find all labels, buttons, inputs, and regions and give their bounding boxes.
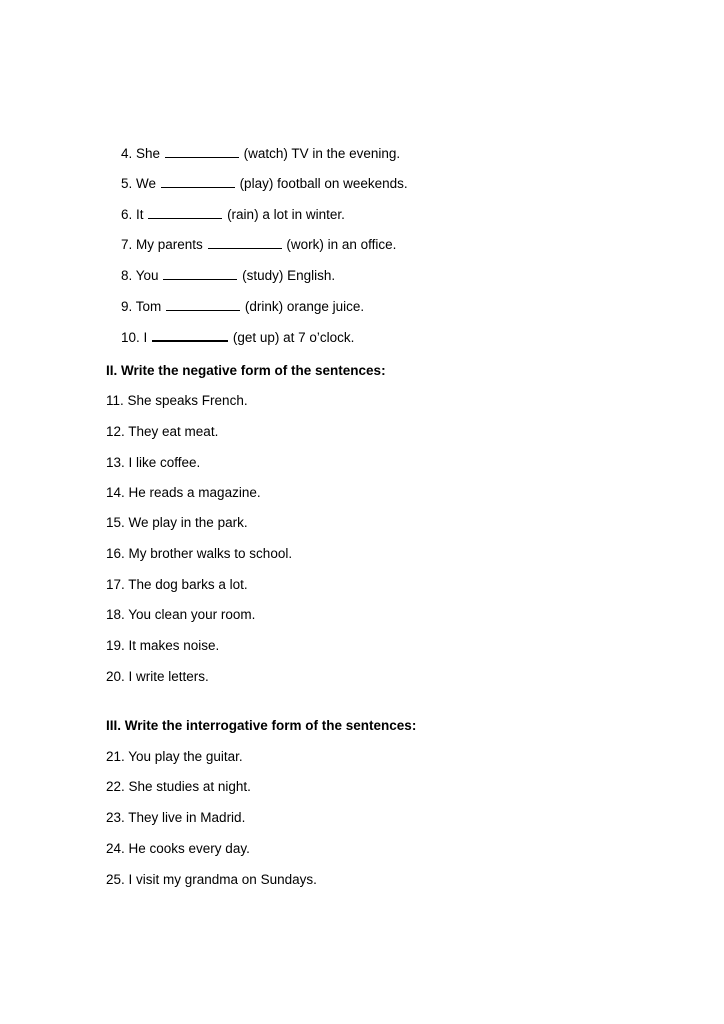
answer-blank[interactable] [161, 176, 235, 188]
item-prefix: 5. We [121, 176, 157, 191]
answer-blank[interactable] [166, 299, 240, 311]
item-hint: (watch) TV in the evening. [243, 146, 401, 161]
item-hint: (get up) at 7 o’clock. [232, 330, 355, 345]
item-hint: (study) English. [242, 268, 336, 283]
item-prefix: 8. You [121, 268, 159, 283]
answer-blank[interactable] [152, 329, 228, 342]
item-prefix: 6. It [121, 207, 144, 222]
sentence-item-13: 13. I like coffee. [106, 455, 201, 470]
sentence-item-25: 25. I visit my grandma on Sundays. [106, 872, 317, 887]
sentence-item-22: 22. She studies at night. [106, 779, 251, 794]
item-prefix: 10. I [121, 330, 148, 345]
answer-blank[interactable] [148, 207, 222, 219]
answer-blank[interactable] [208, 237, 282, 249]
sentence-item-16: 16. My brother walks to school. [106, 546, 293, 561]
sentence-item-18: 18. You clean your room. [106, 607, 256, 622]
sentence-item-12: 12. They eat meat. [106, 424, 219, 439]
sentence-item-23: 23. They live in Madrid. [106, 810, 246, 825]
item-prefix: 4. She [121, 146, 161, 161]
answer-blank[interactable] [163, 268, 237, 280]
answer-blank[interactable] [165, 146, 239, 158]
section-heading-interrogative: III. Write the interrogative form of the sentences: [106, 718, 417, 733]
sentence-item-11: 11. She speaks French. [106, 393, 248, 408]
item-prefix: 9. Tom [121, 299, 162, 314]
sentence-item-19: 19. It makes noise. [106, 638, 220, 653]
item-hint: (rain) a lot in winter. [227, 207, 345, 222]
sentence-item-24: 24. He cooks every day. [106, 841, 250, 856]
exercise-item-10 [106, 313, 354, 362]
item-hint: (drink) orange juice. [244, 299, 365, 314]
item-hint: (work) in an office. [286, 237, 397, 252]
sentence-item-21: 21. You play the guitar. [106, 749, 243, 764]
section-heading-negative: II. Write the negative form of the sentences: [106, 363, 386, 378]
item-prefix: 7. My parents [121, 237, 203, 252]
sentence-item-20: 20. I write letters. [106, 669, 209, 684]
item-hint: (play) football on weekends. [239, 176, 408, 191]
sentence-item-17: 17. The dog barks a lot. [106, 577, 248, 592]
sentence-item-14: 14. He reads a magazine. [106, 485, 261, 500]
sentence-item-15: 15. We play in the park. [106, 515, 248, 530]
